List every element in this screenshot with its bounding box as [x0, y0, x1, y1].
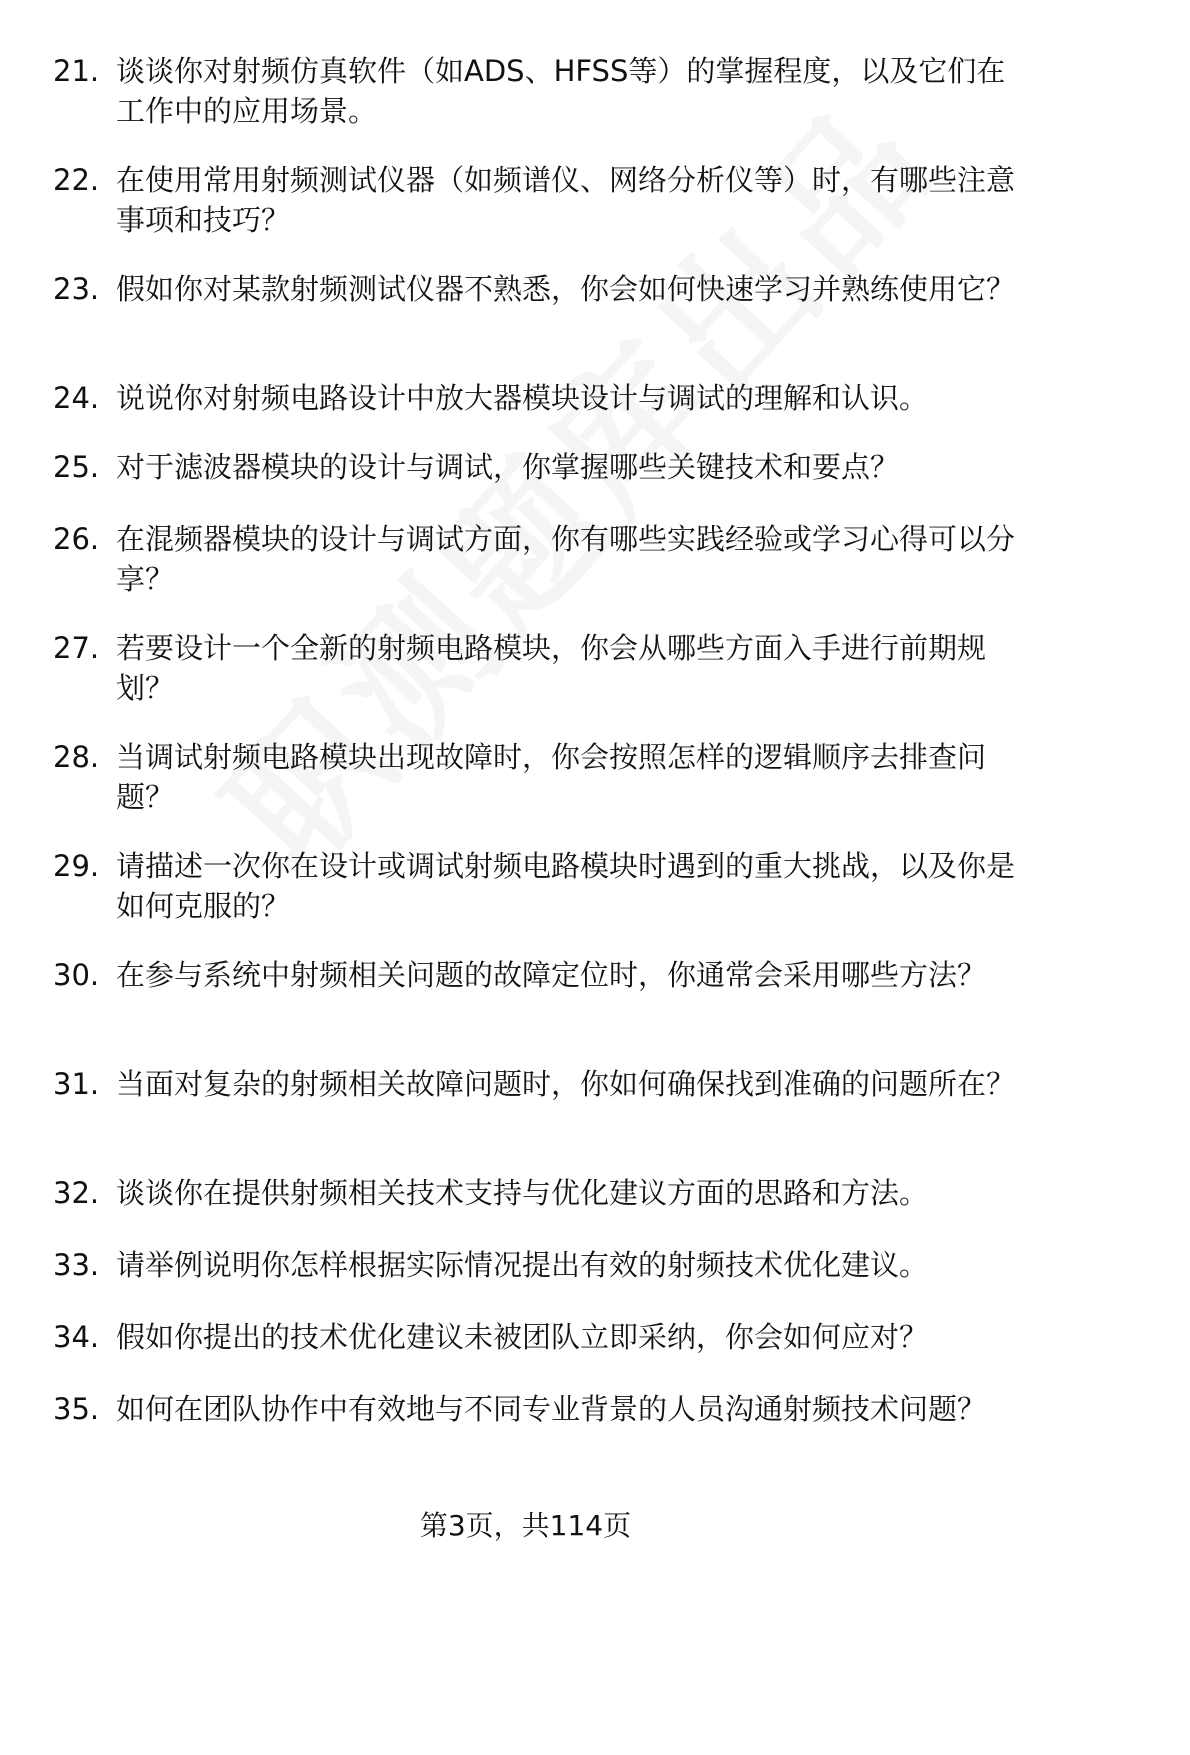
question-number: 21. — [53, 54, 100, 88]
question-number: 35. — [53, 1392, 100, 1426]
question-number: 31. — [53, 1067, 100, 1101]
question-text: 当调试射频电路模块出现故障时，你会按照怎样的逻辑顺序去排查问题？ — [116, 740, 987, 814]
question-item — [53, 737, 1028, 817]
page-footer — [0, 1506, 1051, 1546]
question-item — [53, 1173, 1028, 1213]
question-item — [53, 1317, 1028, 1357]
question-item — [53, 51, 1028, 131]
question-item — [53, 447, 1028, 487]
question-text: 在使用常用射频测试仪器（如频谱仪、网络分析仪等）时，有哪些注意事项和技巧？ — [116, 163, 1016, 237]
question-number: 23. — [53, 272, 100, 306]
question-item — [53, 269, 1028, 309]
question-item — [53, 1064, 1028, 1104]
question-number: 33. — [53, 1248, 100, 1282]
question-number: 26. — [53, 522, 100, 556]
question-number: 30. — [53, 958, 100, 992]
question-item — [53, 955, 1028, 995]
question-number: 27. — [53, 631, 100, 665]
question-text: 假如你提出的技术优化建议未被团队立即采纳，你会如何应对？ — [116, 1320, 929, 1354]
question-item — [53, 1389, 1028, 1429]
question-item — [53, 519, 1028, 599]
question-text: 说说你对射频电路设计中放大器模块设计与调试的理解和认识。 — [116, 381, 929, 415]
question-item — [53, 160, 1028, 240]
question-text: 如何在团队协作中有效地与不同专业背景的人员沟通射频技术问题？ — [116, 1392, 987, 1426]
question-item — [53, 846, 1028, 926]
question-number: 22. — [53, 163, 100, 197]
question-text: 当面对复杂的射频相关故障问题时，你如何确保找到准确的问题所在？ — [116, 1067, 1016, 1101]
question-item — [53, 378, 1028, 418]
question-text: 对于滤波器模块的设计与调试，你掌握哪些关键技术和要点？ — [116, 450, 900, 484]
question-number: 24. — [53, 381, 100, 415]
question-text: 若要设计一个全新的射频电路模块，你会从哪些方面入手进行前期规划？ — [116, 631, 987, 705]
question-item — [53, 628, 1028, 708]
page-number-label: 第3页，共114页 — [419, 1509, 632, 1542]
question-text: 谈谈你对射频仿真软件（如ADS、HFSS等）的掌握程度，以及它们在工作中的应用场景。 — [116, 54, 1006, 128]
question-number: 34. — [53, 1320, 100, 1354]
question-number: 29. — [53, 849, 100, 883]
question-item — [53, 1245, 1028, 1285]
question-text: 请描述一次你在设计或调试射频电路模块时遇到的重大挑战，以及你是如何克服的？ — [116, 849, 1016, 923]
question-number: 28. — [53, 740, 100, 774]
question-text: 谈谈你在提供射频相关技术支持与优化建议方面的思路和方法。 — [116, 1176, 929, 1210]
question-text: 在参与系统中射频相关问题的故障定位时，你通常会采用哪些方法？ — [116, 958, 987, 992]
question-number: 32. — [53, 1176, 100, 1210]
question-text: 在混频器模块的设计与调试方面，你有哪些实践经验或学习心得可以分享？ — [116, 522, 1016, 596]
question-text: 假如你对某款射频测试仪器不熟悉，你会如何快速学习并熟练使用它？ — [116, 272, 1016, 306]
question-text: 请举例说明你怎样根据实际情况提出有效的射频技术优化建议。 — [116, 1248, 929, 1282]
question-number: 25. — [53, 450, 100, 484]
